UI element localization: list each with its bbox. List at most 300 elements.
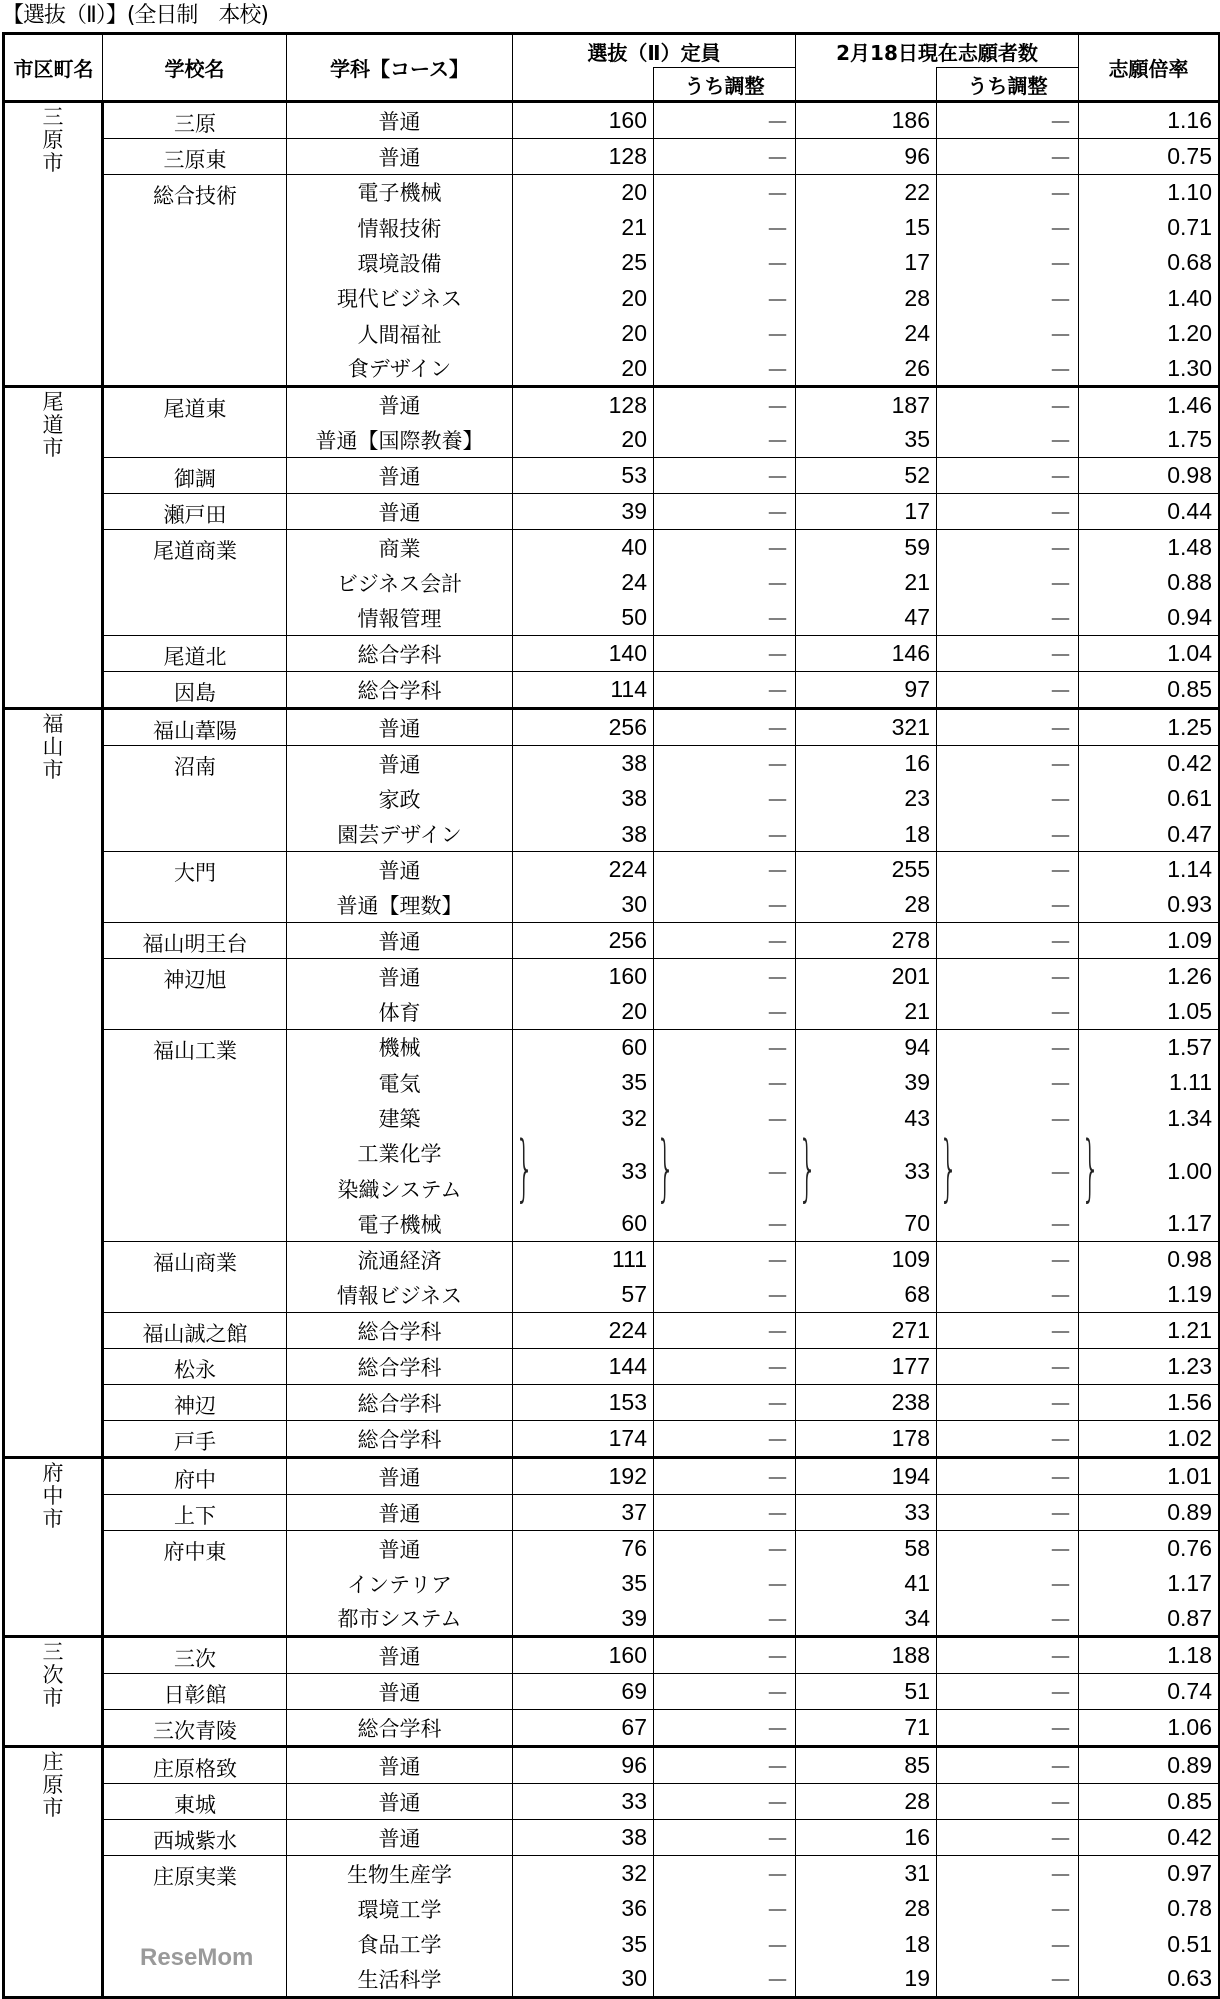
applicants-cell	[796, 1856, 937, 1891]
applicants-adjust-cell	[937, 1100, 1079, 1135]
ratio-cell	[1079, 1242, 1220, 1277]
applicants-cell	[796, 1030, 937, 1065]
applicants-value: 33	[904, 1499, 930, 1526]
table-row	[4, 1674, 1220, 1710]
ratio-value: 0.47	[1167, 820, 1212, 847]
applicants-adjust-cell	[937, 494, 1079, 530]
ratio-cell	[1079, 1856, 1220, 1891]
ratio-cell	[1079, 1674, 1220, 1710]
course-name: 染織システム	[287, 1171, 513, 1206]
applicants-adjust-value: －	[1049, 428, 1072, 455]
capacity-value: 39	[621, 1604, 647, 1631]
ratio-cell	[1079, 781, 1220, 816]
header-course: 学科【コース】	[287, 34, 513, 102]
table-row	[4, 1349, 1220, 1385]
capacity-cell	[513, 994, 654, 1029]
ratio-value: 0.85	[1167, 676, 1212, 703]
ratio-value: 0.44	[1167, 498, 1212, 525]
ratio-value: 0.51	[1167, 1930, 1212, 1957]
table-row	[4, 530, 1220, 565]
applicants-cell	[796, 1100, 937, 1135]
capacity-adjust-value: －	[766, 929, 789, 956]
applicants-cell	[796, 1820, 937, 1856]
course-name: 生活科学	[287, 1962, 513, 1997]
capacity-cell	[513, 1136, 654, 1207]
applicants-adjust-cell	[937, 1962, 1079, 1997]
capacity-adjust-cell	[654, 1313, 796, 1349]
course-name: 普通	[287, 1531, 513, 1566]
applicants-value: 28	[904, 284, 930, 311]
applicants-adjust-cell	[937, 458, 1079, 494]
course-name: 環境工学	[287, 1891, 513, 1926]
ratio-value: 1.14	[1167, 856, 1212, 883]
capacity-cell	[513, 1349, 654, 1385]
capacity-value: 32	[621, 1860, 647, 1887]
applicants-adjust-cell	[937, 530, 1079, 565]
course-name: 総合学科	[287, 1349, 513, 1385]
applicants-value: 19	[904, 1965, 930, 1992]
capacity-adjust-value: －	[766, 716, 789, 743]
applicants-value: 71	[904, 1714, 930, 1741]
applicants-adjust-value: －	[1049, 1967, 1072, 1994]
applicants-cell	[796, 923, 937, 959]
applicants-adjust-cell	[937, 1820, 1079, 1856]
header-city: 市区町名	[4, 34, 103, 102]
applicants-adjust-value: －	[1049, 500, 1072, 527]
applicants-adjust-cell	[937, 422, 1079, 457]
ratio-cell	[1079, 387, 1220, 422]
applicants-adjust-value: －	[1049, 858, 1072, 885]
capacity-adjust-value: －	[766, 428, 789, 455]
capacity-adjust-cell	[654, 175, 796, 210]
right-brace-icon: }	[656, 1135, 676, 1207]
applicants-adjust-value: －	[1049, 1897, 1072, 1924]
capacity-adjust-cell	[654, 1927, 796, 1962]
capacity-adjust-cell	[654, 1065, 796, 1100]
applicants-adjust-cell	[937, 1531, 1079, 1566]
capacity-adjust-value: －	[766, 1644, 789, 1671]
applicants-cell	[796, 1349, 937, 1385]
ratio-cell	[1079, 746, 1220, 781]
course-name: 普通	[287, 139, 513, 175]
capacity-cell	[513, 139, 654, 175]
course-name: 普通	[287, 1747, 513, 1784]
applicants-adjust-value: －	[1049, 1826, 1072, 1853]
capacity-cell	[513, 1313, 654, 1349]
applicants-cell	[796, 245, 937, 280]
ratio-cell	[1079, 1891, 1220, 1926]
ratio-cell	[1079, 1495, 1220, 1531]
applicants-value: 28	[904, 1895, 930, 1922]
capacity-adjust-cell	[654, 1136, 796, 1207]
capacity-adjust-cell	[654, 387, 796, 422]
school-name: 庄原実業	[103, 1856, 287, 1998]
capacity-value: 256	[608, 714, 647, 741]
applicants-adjust-cell	[937, 139, 1079, 175]
applicants-adjust-cell	[937, 1784, 1079, 1820]
capacity-cell	[513, 281, 654, 316]
applicants-adjust-value: －	[1049, 716, 1072, 743]
course-name: 普通	[287, 1495, 513, 1531]
capacity-adjust-cell	[654, 1385, 796, 1421]
capacity-adjust-cell	[654, 636, 796, 672]
capacity-adjust-cell	[654, 422, 796, 457]
applicants-adjust-value: －	[1049, 1862, 1072, 1889]
capacity-adjust-value: －	[766, 752, 789, 779]
applicants-adjust-value: －	[1049, 216, 1072, 243]
capacity-adjust-value: －	[766, 858, 789, 885]
table-title: 【選抜（Ⅱ）】(全日制 本校)	[2, 3, 268, 28]
ratio-value: 1.75	[1167, 426, 1212, 453]
applicants-cell	[796, 139, 937, 175]
capacity-value: 20	[621, 354, 647, 381]
ratio-cell	[1079, 923, 1220, 959]
applicants-adjust-value: －	[1049, 965, 1072, 992]
course-name: 建築	[287, 1100, 513, 1135]
school-name: 神辺旭	[103, 959, 287, 1030]
capacity-adjust-value: －	[766, 1071, 789, 1098]
course-name: 普通【国際教養】	[287, 422, 513, 457]
capacity-value: 60	[621, 1210, 647, 1237]
capacity-adjust-value: －	[766, 180, 789, 207]
applicants-adjust-value: －	[1049, 464, 1072, 491]
table-row	[4, 709, 1220, 746]
table-row	[4, 636, 1220, 672]
capacity-value: 30	[621, 1965, 647, 1992]
applicants-adjust-cell	[937, 210, 1079, 245]
capacity-adjust-cell	[654, 1206, 796, 1241]
ratio-value: 1.46	[1167, 391, 1212, 418]
applicants-adjust-cell	[937, 1458, 1079, 1495]
applicants-adjust-cell	[937, 1277, 1079, 1312]
applicants-value: 33	[904, 1157, 930, 1184]
ratio-value: 1.20	[1167, 320, 1212, 347]
capacity-value: 39	[621, 498, 647, 525]
capacity-adjust-cell	[654, 1820, 796, 1856]
table-row	[4, 387, 1220, 422]
capacity-cell	[513, 636, 654, 672]
course-name: 電子機械	[287, 1206, 513, 1241]
school-name: 福山工業	[103, 1030, 287, 1242]
city-name: 三次市	[42, 1640, 64, 1711]
applicants-adjust-cell	[937, 281, 1079, 316]
capacity-cell	[513, 852, 654, 887]
capacity-value: 111	[612, 1246, 647, 1273]
capacity-cell	[513, 530, 654, 565]
applicants-adjust-value: －	[1049, 1248, 1072, 1275]
course-name: 普通	[287, 387, 513, 422]
ratio-cell	[1079, 210, 1220, 245]
applicants-adjust-value: －	[1049, 642, 1072, 669]
school-name: 府中	[103, 1458, 287, 1495]
applicants-value: 28	[904, 891, 930, 918]
table-row	[4, 1820, 1220, 1856]
capacity-cell	[513, 1242, 654, 1277]
school-name: 福山誠之館	[103, 1313, 287, 1349]
applicants-value: 52	[904, 462, 930, 489]
ratio-cell	[1079, 994, 1220, 1029]
applicants-adjust-value: －	[1049, 929, 1072, 956]
applicants-adjust-cell	[937, 1313, 1079, 1349]
applicants-cell	[796, 1136, 937, 1207]
ratio-value: 1.57	[1167, 1033, 1212, 1060]
ratio-cell	[1079, 565, 1220, 600]
capacity-value: 96	[621, 1752, 647, 1779]
capacity-adjust-value: －	[766, 500, 789, 527]
capacity-cell	[513, 1385, 654, 1421]
applicants-cell	[796, 1637, 937, 1674]
applicants-adjust-value: －	[1049, 678, 1072, 705]
applicants-value: 23	[904, 785, 930, 812]
table-row	[4, 458, 1220, 494]
table-row	[4, 923, 1220, 959]
capacity-cell	[513, 672, 654, 709]
applicants-adjust-cell	[937, 852, 1079, 887]
ratio-value: 1.19	[1167, 1281, 1212, 1308]
capacity-cell	[513, 709, 654, 746]
capacity-adjust-cell	[654, 1566, 796, 1601]
applicants-cell	[796, 1313, 937, 1349]
applicants-value: 194	[891, 1463, 930, 1490]
applicants-value: 43	[904, 1104, 930, 1131]
ratio-cell	[1079, 1566, 1220, 1601]
header-capacity-blank	[513, 68, 654, 102]
capacity-value: 20	[621, 284, 647, 311]
capacity-cell	[513, 1820, 654, 1856]
ratio-value: 1.16	[1167, 107, 1212, 133]
course-name: 普通	[287, 1820, 513, 1856]
ratio-cell	[1079, 316, 1220, 351]
capacity-value: 140	[608, 640, 647, 667]
capacity-adjust-value: －	[766, 1537, 789, 1564]
applicants-adjust-cell	[937, 781, 1079, 816]
ratio-cell	[1079, 422, 1220, 457]
capacity-adjust-value: －	[766, 1465, 789, 1492]
applicants-adjust-value: －	[1049, 752, 1072, 779]
capacity-value: 153	[608, 1389, 647, 1416]
capacity-cell	[513, 210, 654, 245]
capacity-adjust-cell	[654, 923, 796, 959]
course-name: 電気	[287, 1065, 513, 1100]
capacity-adjust-value: －	[766, 1501, 789, 1528]
capacity-cell	[513, 746, 654, 781]
capacity-value: 20	[621, 320, 647, 347]
applicants-cell	[796, 1710, 937, 1747]
school-name: 御調	[103, 458, 287, 494]
school-name: 大門	[103, 852, 287, 923]
applicants-value: 188	[891, 1642, 930, 1669]
applicants-cell	[796, 1747, 937, 1784]
applicants-cell	[796, 746, 937, 781]
capacity-value: 128	[608, 391, 647, 418]
capacity-adjust-value: －	[766, 1212, 789, 1239]
capacity-cell	[513, 1531, 654, 1566]
applicants-cell	[796, 994, 937, 1029]
capacity-adjust-value: －	[766, 965, 789, 992]
ratio-cell	[1079, 1136, 1220, 1207]
course-name: 商業	[287, 530, 513, 565]
applicants-adjust-value: －	[1049, 1572, 1072, 1599]
capacity-cell	[513, 1637, 654, 1674]
ratio-value: 1.10	[1167, 178, 1212, 205]
applicants-value: 255	[891, 856, 930, 883]
course-name: 普通	[287, 959, 513, 994]
course-name: 普通	[287, 1458, 513, 1495]
applicants-adjust-value: －	[1049, 1716, 1072, 1743]
capacity-adjust-value: －	[766, 1283, 789, 1310]
course-name: 普通	[287, 709, 513, 746]
ratio-value: 0.68	[1167, 249, 1212, 276]
capacity-adjust-cell	[654, 746, 796, 781]
right-brace-icon: }	[515, 1135, 535, 1207]
applicants-cell	[796, 1566, 937, 1601]
course-name: 普通	[287, 1637, 513, 1674]
header-applicants: 2月18日現在志願者数	[796, 34, 1079, 68]
applicants-cell	[796, 1891, 937, 1926]
capacity-cell	[513, 494, 654, 530]
city-cell	[4, 1637, 103, 1747]
applicants-adjust-value: －	[1049, 571, 1072, 598]
capacity-adjust-value: －	[766, 1680, 789, 1707]
applicants-cell	[796, 316, 937, 351]
capacity-adjust-value: －	[766, 1106, 789, 1133]
applicants-adjust-value: －	[1049, 1501, 1072, 1528]
school-name: 東城	[103, 1784, 287, 1820]
capacity-value: 38	[621, 750, 647, 777]
capacity-value: 40	[621, 534, 647, 561]
ratio-cell	[1079, 281, 1220, 316]
capacity-value: 35	[621, 1570, 647, 1597]
ratio-value: 0.88	[1167, 569, 1212, 596]
applicant-ratio-table	[2, 32, 1220, 1999]
school-name: 庄原格致	[103, 1747, 287, 1784]
header-capacity: 選抜（Ⅱ）定員	[513, 34, 796, 68]
capacity-adjust-cell	[654, 316, 796, 351]
capacity-adjust-cell	[654, 1349, 796, 1385]
capacity-value: 256	[608, 927, 647, 954]
school-name: 沼南	[103, 746, 287, 852]
capacity-value: 35	[621, 1930, 647, 1957]
applicants-adjust-cell	[937, 1747, 1079, 1784]
ratio-value: 1.04	[1167, 640, 1212, 667]
capacity-value: 50	[621, 604, 647, 631]
ratio-value: 1.18	[1167, 1642, 1212, 1669]
applicants-cell	[796, 1385, 937, 1421]
table-row	[4, 175, 1220, 210]
capacity-adjust-value: －	[766, 1897, 789, 1924]
capacity-value: 35	[621, 1069, 647, 1096]
applicants-cell	[796, 1784, 937, 1820]
capacity-adjust-value: －	[766, 251, 789, 278]
capacity-adjust-value: －	[766, 1319, 789, 1346]
ratio-value: 0.87	[1167, 1604, 1212, 1631]
ratio-cell	[1079, 1065, 1220, 1100]
capacity-value: 38	[621, 785, 647, 812]
applicants-adjust-cell	[937, 672, 1079, 709]
capacity-value: 37	[621, 1499, 647, 1526]
applicants-value: 39	[904, 1069, 930, 1096]
course-name: 普通	[287, 1674, 513, 1710]
school-name: 戸手	[103, 1421, 287, 1458]
ratio-value: 0.98	[1167, 462, 1212, 489]
capacity-cell	[513, 245, 654, 280]
course-name: 都市システム	[287, 1601, 513, 1636]
capacity-value: 67	[621, 1714, 647, 1741]
ratio-cell	[1079, 1349, 1220, 1385]
applicants-value: 35	[904, 426, 930, 453]
ratio-cell	[1079, 1601, 1220, 1636]
course-name: 普通	[287, 746, 513, 781]
ratio-value: 0.76	[1167, 1535, 1212, 1562]
capacity-value: 144	[608, 1353, 647, 1380]
applicants-adjust-value: －	[1049, 109, 1072, 135]
applicants-adjust-cell	[937, 1601, 1079, 1636]
ratio-cell	[1079, 245, 1220, 280]
capacity-value: 224	[608, 856, 647, 883]
city-name: 府中市	[42, 1461, 64, 1532]
capacity-adjust-value: －	[766, 1572, 789, 1599]
applicants-value: 186	[891, 107, 930, 133]
city-cell	[4, 102, 103, 387]
applicants-adjust-cell	[937, 959, 1079, 994]
school-name: 三原東	[103, 139, 287, 175]
applicants-cell	[796, 530, 937, 565]
capacity-cell	[513, 959, 654, 994]
capacity-adjust-cell	[654, 852, 796, 887]
capacity-adjust-cell	[654, 817, 796, 852]
capacity-cell	[513, 1206, 654, 1241]
applicants-value: 21	[904, 998, 930, 1025]
ratio-cell	[1079, 175, 1220, 210]
applicants-value: 321	[891, 714, 930, 741]
course-name: 電子機械	[287, 175, 513, 210]
capacity-adjust-cell	[654, 1531, 796, 1566]
table-row	[4, 1637, 1220, 1674]
capacity-adjust-value: －	[766, 1606, 789, 1633]
applicants-cell	[796, 102, 937, 139]
applicants-value: 85	[904, 1752, 930, 1779]
applicants-adjust-cell	[937, 102, 1079, 139]
capacity-adjust-value: －	[766, 1159, 789, 1186]
applicants-adjust-cell	[937, 1136, 1079, 1207]
course-name: 総合学科	[287, 672, 513, 709]
school-name: 西城紫水	[103, 1820, 287, 1856]
capacity-value: 60	[621, 1033, 647, 1060]
applicants-adjust-cell	[937, 1421, 1079, 1458]
applicants-value: 17	[904, 498, 930, 525]
ratio-cell	[1079, 1784, 1220, 1820]
capacity-cell	[513, 1277, 654, 1312]
ratio-value: 1.01	[1167, 1463, 1212, 1490]
ratio-value: 0.75	[1167, 143, 1212, 169]
applicants-adjust-value: －	[1049, 1071, 1072, 1098]
capacity-adjust-cell	[654, 1458, 796, 1495]
course-name: 食デザイン	[287, 351, 513, 386]
capacity-adjust-cell	[654, 1637, 796, 1674]
capacity-value: 76	[621, 1535, 647, 1562]
capacity-adjust-cell	[654, 1962, 796, 1997]
applicants-cell	[796, 636, 937, 672]
course-name: 流通経済	[287, 1242, 513, 1277]
applicants-value: 22	[904, 178, 930, 205]
table-row	[4, 1495, 1220, 1531]
applicants-cell	[796, 852, 937, 887]
ratio-value: 0.94	[1167, 604, 1212, 631]
capacity-cell	[513, 102, 654, 139]
school-name: 日彰館	[103, 1674, 287, 1710]
course-name: 体育	[287, 994, 513, 1029]
capacity-adjust-cell	[654, 494, 796, 530]
